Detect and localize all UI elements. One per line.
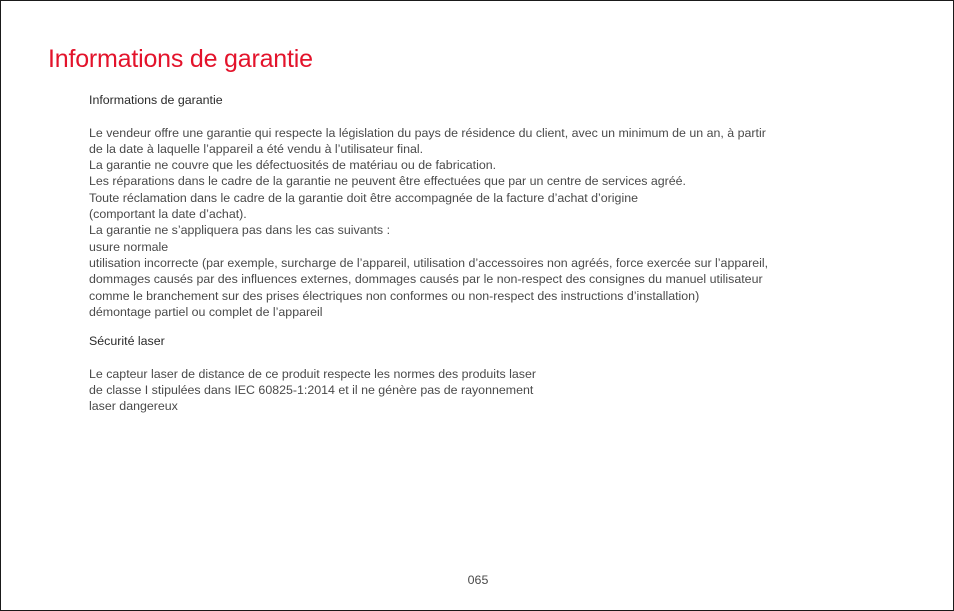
paragraph-spacer (89, 108, 889, 124)
warranty-section (89, 92, 889, 320)
warranty-heading: Informations de garantie (89, 93, 223, 107)
section-gap (89, 320, 889, 333)
laser-line: de classe I stipulées dans IEC 60825-1:2014 et il ne génère pas de rayonnement (89, 383, 534, 398)
laser-line: Le capteur laser de distance de ce produit respecte les normes des produits laser (89, 366, 537, 381)
warranty-line: Toute réclamation dans le cadre de la garantie doit être accompagnée de la facture d’achat d’origine (89, 190, 638, 205)
warranty-line: La garantie ne couvre que les défectuosités de matériau ou de fabrication. (89, 158, 497, 173)
warranty-line: Le vendeur offre une garantie qui respecte la législation du pays de résidence du client, avec un minimum de un an, à partir (89, 125, 766, 140)
warranty-line: dommages causés par des influences externes, dommages causés par le non-respect des consignes du manuel utilisateur (89, 272, 763, 287)
page-number: 065 (467, 573, 489, 587)
warranty-line: La garantie ne s’appliquera pas dans les cas suivants : (89, 223, 391, 238)
paragraph-spacer (89, 349, 889, 365)
laser-section (89, 333, 889, 414)
warranty-line: comme le branchement sur des prises électriques non conformes ou non-respect des instructions d’installation) (89, 288, 700, 303)
warranty-line: Les réparations dans le cadre de la garantie ne peuvent être effectuées que par un centre de services agréé. (89, 174, 686, 189)
warranty-text (89, 125, 889, 321)
warranty-line: de la date à laquelle l’appareil a été vendu à l’utilisateur final. (89, 141, 424, 156)
laser-heading: Sécurité laser (89, 334, 165, 349)
laser-text (89, 366, 889, 415)
warranty-line: utilisation incorrecte (par exemple, surcharge de l’appareil, utilisation d’accessoires non agréés, force exercée sur l’appareil, (89, 255, 769, 270)
warranty-line: (comportant la date d’achat). (89, 207, 247, 222)
page-title: Informations de garantie (48, 45, 313, 73)
laser-line: laser dangereux (89, 399, 178, 414)
page-content (89, 92, 889, 415)
warranty-line: démontage partiel ou complet de l’appareil (89, 304, 323, 319)
warranty-line: usure normale (89, 239, 169, 254)
